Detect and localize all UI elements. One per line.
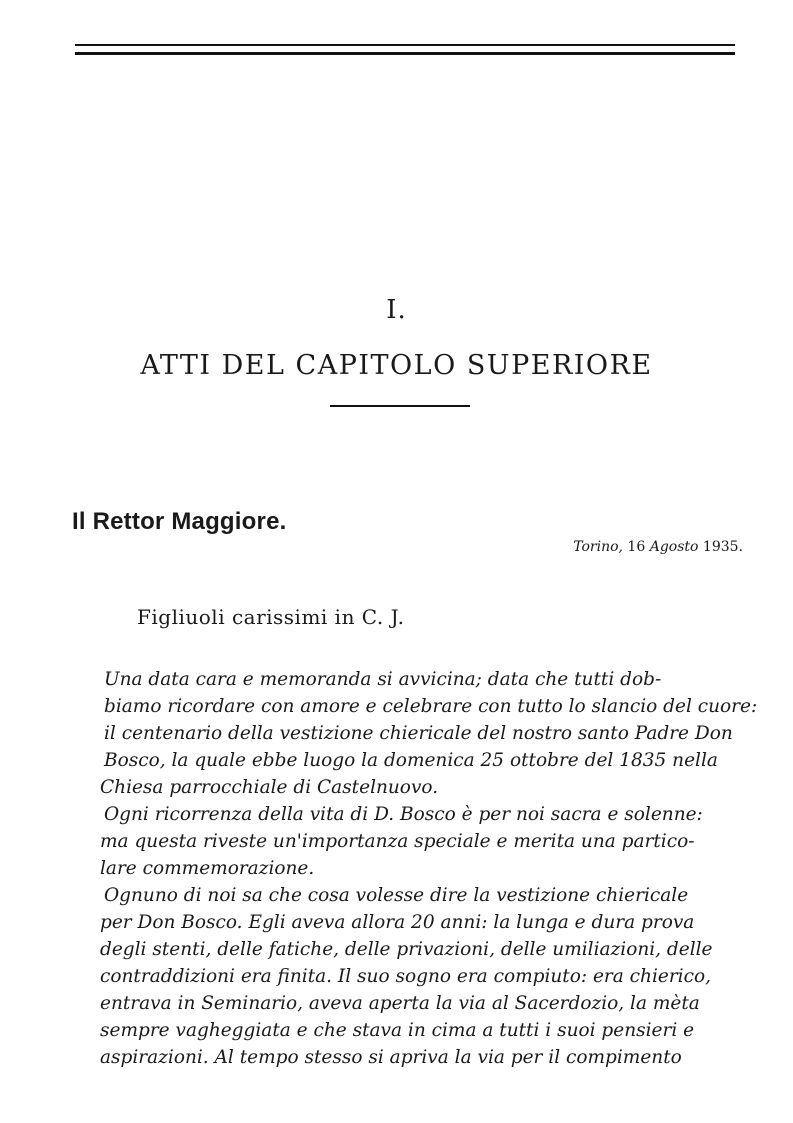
text-line: il centenario della vestizione chiericale del nostro santo Padre Don [104, 723, 733, 744]
dateline-year: 1935. [702, 539, 743, 555]
dateline-month: Agosto [649, 539, 699, 555]
section-heading: Il Rettor Maggiore. [72, 508, 287, 535]
text-line: ma questa riveste un'importanza speciale e merita una partico- [100, 831, 695, 852]
text-line: Bosco, la quale ebbe luogo la domenica 25 ottobre del 1835 nella [104, 750, 718, 771]
text-line: lare commemorazione. [100, 858, 315, 879]
text-line: Ogni ricorrenza della vita di D. Bosco è per noi sacra e solenne: [104, 804, 703, 825]
dateline-place: Torino, [573, 539, 623, 555]
text-line: per Don Bosco. Egli aveva allora 20 anni: la lunga e dura prova [100, 912, 695, 933]
text-line: Una data cara e memoranda si avvicina; data che tutti dob- [104, 669, 662, 690]
top-rule-thick [75, 52, 735, 55]
text-line: biamo ricordare con amore e celebrare con tutto lo slancio del cuore: [104, 696, 758, 717]
section-number: I. [386, 295, 407, 325]
text-line: sempre vagheggiata e che stava in cima a tutti i suoi pensieri e [100, 1020, 695, 1041]
section-title: ATTI DEL CAPITOLO SUPERIORE [140, 350, 653, 381]
salutation: Figliuoli carissimi in C. J. [137, 605, 405, 629]
text-line: degli stenti, delle fatiche, delle privazioni, delle umiliazioni, delle [100, 939, 713, 960]
text-line: contraddizioni era finita. Il suo sogno era compiuto: era chierico, [100, 966, 711, 987]
text-line: Chiesa parrocchiale di Castelnuovo. [100, 777, 439, 798]
dateline-day: 16 [627, 539, 646, 555]
dateline [573, 539, 743, 555]
text-line: Ognuno di noi sa che cosa volesse dire la vestizione chiericale [104, 885, 689, 906]
text-line: aspirazioni. Al tempo stesso si apriva la via per il compimento [100, 1047, 682, 1068]
top-rule-thin [75, 44, 735, 46]
text-line: entrava in Seminario, aveva aperta la via al Sacerdozio, la mèta [100, 993, 700, 1014]
title-underline [330, 405, 470, 407]
letter-body [100, 666, 758, 1071]
